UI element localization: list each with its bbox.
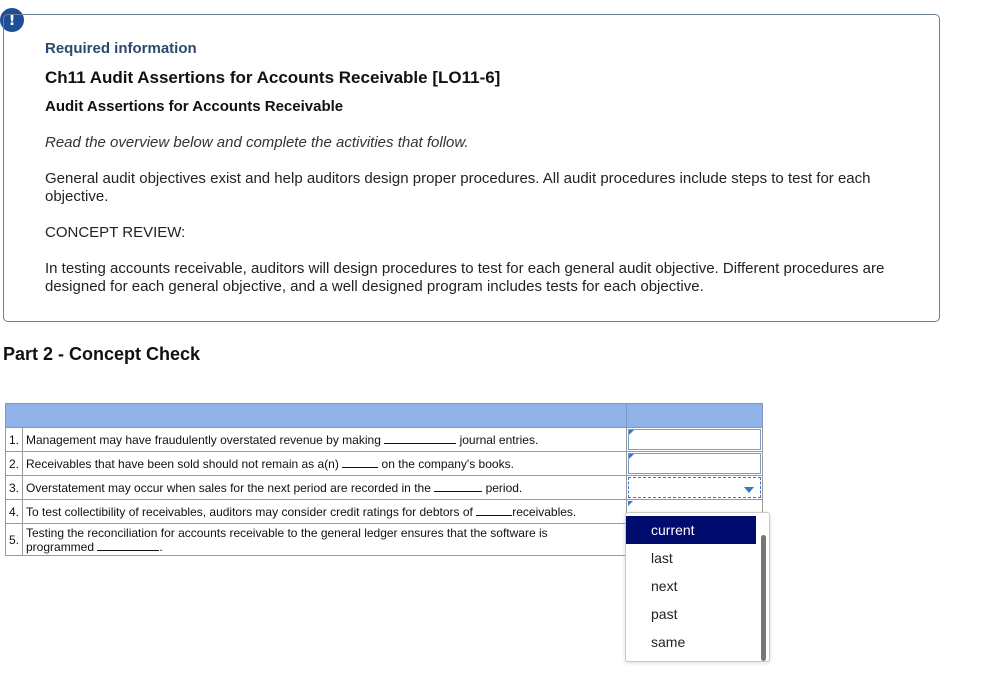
table-header-statement <box>6 404 627 428</box>
table-row <box>6 476 763 500</box>
table-header-row <box>6 404 763 428</box>
concept-review-heading: CONCEPT REVIEW: <box>45 224 186 241</box>
answer-dropdown-2[interactable] <box>628 453 761 474</box>
option-next[interactable]: next <box>651 578 678 594</box>
answer-cell <box>627 428 763 452</box>
question-number: 5. <box>6 524 23 556</box>
objectives-paragraph: General audit objectives exist and help auditors design proper procedures. All audit procedures include steps to test for each objective. <box>45 170 871 205</box>
question-number: 2. <box>6 452 23 476</box>
option-same[interactable]: same <box>651 634 686 650</box>
overview-instruction: Read the overview below and complete the activities that follow. <box>45 134 469 151</box>
answer-options-listbox[interactable] <box>625 512 770 662</box>
option-last[interactable]: last <box>651 550 673 566</box>
section-subtitle: Audit Assertions for Accounts Receivable <box>45 98 344 115</box>
dropdown-scrollbar[interactable] <box>761 535 766 661</box>
required-info-label: Required information <box>45 40 197 57</box>
chapter-title: Ch11 Audit Assertions for Accounts Receivable [LO11-6] <box>45 68 501 87</box>
table-header-answer <box>627 404 763 428</box>
answer-dropdown-3[interactable] <box>628 477 761 498</box>
table-row <box>6 452 763 476</box>
question-text: Receivables that have been sold should not remain as a(n) on the company's books. <box>23 452 627 476</box>
part-title: Part 2 - Concept Check <box>3 344 201 364</box>
option-past[interactable]: past <box>651 606 678 622</box>
question-text: Testing the reconciliation for accounts receivable to the general ledger ensures that the software is programmed . <box>23 524 627 556</box>
chevron-down-icon[interactable] <box>744 487 754 493</box>
testing-paragraph: In testing accounts receivable, auditors will design procedures to test for each general audit objective. Different procedures are designed for each general objective, and a well designed program includes tests for each objective. <box>45 260 885 295</box>
question-number: 3. <box>6 476 23 500</box>
alert-icon: ! <box>0 8 24 32</box>
question-number: 1. <box>6 428 23 452</box>
question-text: Management may have fraudulently overstated revenue by making journal entries. <box>23 428 627 452</box>
answer-cell <box>627 476 763 500</box>
option-current[interactable]: current <box>626 516 756 544</box>
answer-dropdown-1[interactable] <box>628 429 761 450</box>
table-row <box>6 428 763 452</box>
answer-cell <box>627 452 763 476</box>
question-text: To test collectibility of receivables, auditors may consider credit ratings for debtors of receivables. <box>23 500 627 524</box>
question-text: Overstatement may occur when sales for the next period are recorded in the period. <box>23 476 627 500</box>
question-number: 4. <box>6 500 23 524</box>
